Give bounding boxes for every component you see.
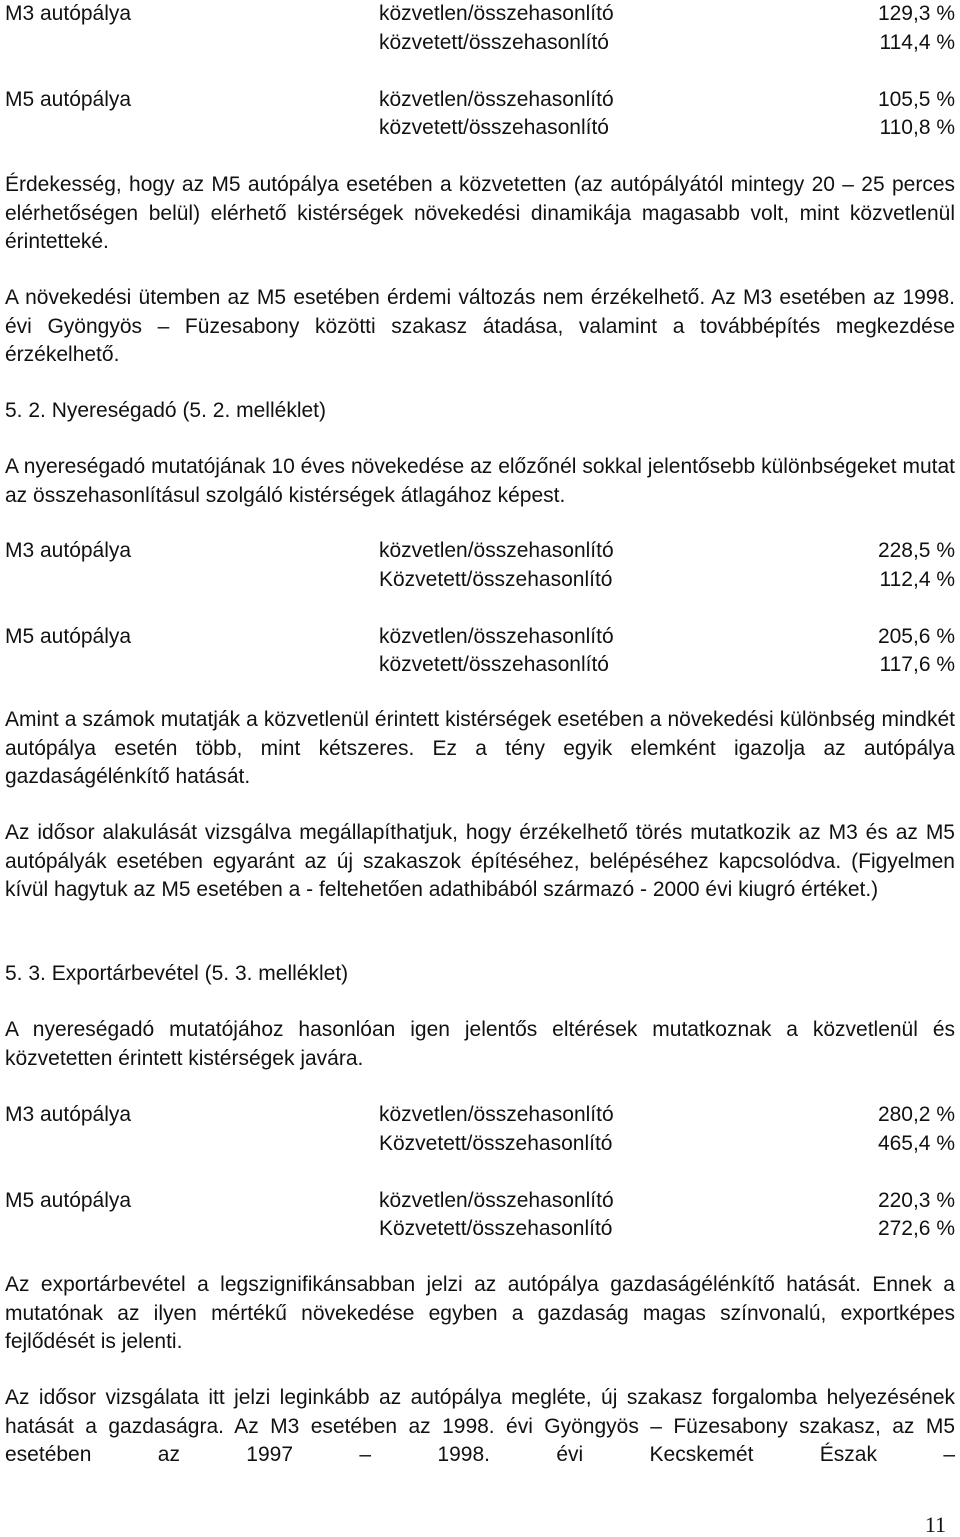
- table-row: [5, 29, 955, 58]
- comparison-type: közvetett/összehasonlító: [379, 116, 609, 139]
- paragraph: Amint a számok mutatják a közvetlenül érintett kistérségek esetében a növekedési különbség mindkét autópálya esetén több, mint kétszeres. Ez a tény egyik elemként igazolja az autópálya gazdaságélénkítő hatását.: [5, 708, 955, 788]
- section-heading: 5. 2. Nyereségadó (5. 2. melléklet): [5, 399, 326, 422]
- road-label: M3 autópálya: [5, 1103, 132, 1126]
- table-row: [5, 1187, 955, 1216]
- percentage-value: 205,6 %: [877, 624, 955, 648]
- comparison-type: közvetlen/összehasonlító: [379, 2, 614, 25]
- road-label: M5 autópálya: [5, 624, 132, 648]
- table-row: [5, 86, 955, 115]
- percentage-value: 228,5 %: [877, 539, 955, 562]
- road-label: M5 autópálya: [5, 1188, 132, 1212]
- comparison-type: közvetlen/összehasonlító: [379, 87, 614, 111]
- road-label: M3 autópálya: [5, 539, 132, 562]
- growth-table-3: [5, 1101, 955, 1244]
- comparison-type: Közvetett/összehasonlító: [379, 1131, 613, 1155]
- percentage-value: 280,2 %: [877, 1103, 955, 1126]
- road-label: M5 autópálya: [5, 87, 132, 111]
- comparison-type: közvetett/összehasonlító: [379, 30, 609, 54]
- section-heading: 5. 3. Exportárbevétel (5. 3. melléklet): [5, 962, 349, 985]
- paragraph: A nyereségadó mutatójához hasonlóan igen jelentős eltérések mutatkoznak a közvetlenül és közvetetten érintett kistérségek javára.: [5, 1018, 955, 1070]
- paragraph: Az exportárbevétel a legszignifikánsabban jelzi az autópálya gazdaságélénkítő hatását. Ennek a mutatónak az ilyen mértékű növekedése egyben a gazdaság magas színvonalú, exportképes fejlődését is jelenti.: [5, 1273, 955, 1353]
- growth-table-1: [5, 0, 955, 143]
- percentage-value: 114,4 %: [879, 30, 955, 54]
- table-row: [5, 566, 955, 595]
- table-row: [5, 651, 955, 680]
- paragraph: A növekedési ütemben az M5 esetében érdemi változás nem érzékelhető. Az M3 esetében az 1998. évi Gyöngyös – Füzesabony közötti szakasz átadása, valamint a továbbépítés megkezdése érzékelhető.: [5, 286, 955, 366]
- comparison-type: Közvetett/összehasonlító: [379, 567, 613, 591]
- table-row: [5, 0, 955, 29]
- table-row: [5, 1215, 955, 1244]
- percentage-value: 112,4 %: [879, 567, 955, 591]
- percentage-value: 272,6 %: [877, 1217, 955, 1240]
- percentage-value: 220,3 %: [877, 1188, 955, 1212]
- percentage-value: 117,6 %: [879, 653, 955, 676]
- percentage-value: 105,5 %: [877, 87, 955, 111]
- comparison-type: közvetlen/összehasonlító: [379, 1188, 614, 1212]
- table-row: [5, 1101, 955, 1130]
- comparison-type: közvetett/összehasonlító: [379, 653, 609, 676]
- comparison-type: közvetlen/összehasonlító: [379, 624, 614, 648]
- percentage-value: 465,4 %: [877, 1131, 955, 1155]
- paragraph: Az idősor alakulását vizsgálva megállapíthatjuk, hogy érzékelhető törés mutatkozik az M3 és az M5 autópályák esetében egyaránt az új szakaszok építéséhez, belépéséhez kapcsolódva. (Figyelmen kívül hagytuk az M5 esetében a - feltehetően adathibából származó - 2000 évi kiugró értéket.): [5, 821, 955, 901]
- comparison-type: Közvetett/összehasonlító: [379, 1217, 613, 1240]
- growth-table-2: [5, 537, 955, 680]
- paragraph: Az idősor vizsgálata itt jelzi leginkább az autópálya megléte, új szakasz forgalomba helyezésének hatását a gazdaságra. Az M3 esetében az 1998. évi Gyöngyös – Füzesabony szakasz, az M5 esetében az 1997 – 1998. évi Kecskemét Észak –: [5, 1386, 955, 1466]
- road-label: M3 autópálya: [5, 2, 132, 25]
- table-row: [5, 1130, 955, 1159]
- table-row: [5, 537, 955, 566]
- comparison-type: közvetlen/összehasonlító: [379, 539, 614, 562]
- percentage-value: 129,3 %: [877, 2, 955, 25]
- paragraph: Érdekesség, hogy az M5 autópálya esetében a közvetetten (az autópályától mintegy 20 – 25 perces elérhetőségen belül) elérhető kistérségek növekedési dinamikája magasabb volt, mint közvetlenül érintetteké.: [5, 173, 955, 253]
- paragraph: A nyereségadó mutatójának 10 éves növekedése az előzőnél sokkal jelentősebb különbségeket mutat az összehasonlításul szolgáló kistérségek átlagához képest.: [5, 455, 955, 507]
- comparison-type: közvetlen/összehasonlító: [379, 1103, 614, 1126]
- percentage-value: 110,8 %: [879, 116, 955, 139]
- page-number: 11: [924, 1512, 946, 1537]
- table-row: [5, 623, 955, 652]
- table-row: [5, 114, 955, 143]
